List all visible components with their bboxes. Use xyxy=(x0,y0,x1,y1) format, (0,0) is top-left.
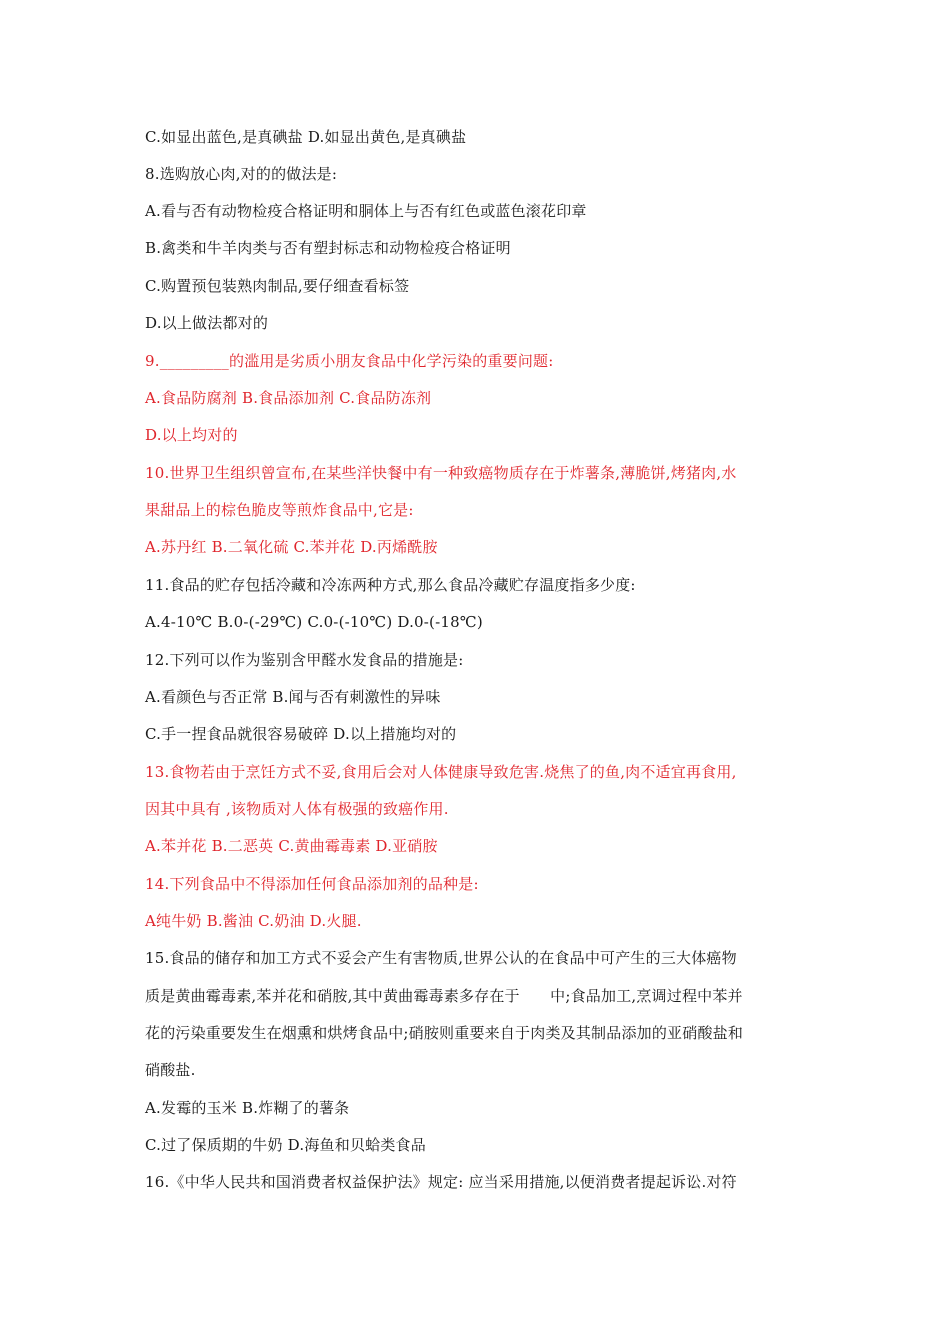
question-14: 14.下列食品中不得添加任何食品添加剂的品种是: xyxy=(145,875,479,893)
question-10: 10.世界卫生组织曾宣布,在某些洋快餐中有一种致癌物质存在于炸薯条,薄脆饼,烤猪肉,水 xyxy=(145,464,737,482)
option-line: A.苏丹红 B.二氧化硫 C.苯并花 D.丙烯酰胺 xyxy=(145,538,438,556)
question-15: 15.食品的储存和加工方式不妥会产生有害物质,世界公认的在食品中可产生的三大体癌物 xyxy=(145,949,737,967)
option-line: A.4-10℃ B.0-(-29℃) C.0-(-10℃) D.0-(-18℃) xyxy=(145,613,483,631)
question-16: 16.《中华人民共和国消费者权益保护法》规定: 应当采用措施,以便消费者提起诉讼.对符 xyxy=(145,1173,737,1191)
question-13: 13.食物若由于烹饪方式不妥,食用后会对人体健康导致危害.烧焦了的鱼,肉不适宜再食用, xyxy=(145,763,737,781)
option-line: B.禽类和牛羊肉类与否有塑封标志和动物检疫合格证明 xyxy=(145,239,511,257)
option-line: A.食品防腐剂 B.食品添加剂 C.食品防冻剂 xyxy=(145,389,432,407)
option-line: D.以上均对的 xyxy=(145,426,238,444)
option-line: A.苯并花 B.二恶英 C.黄曲霉毒素 D.亚硝胺 xyxy=(145,837,438,855)
text-line: 硝酸盐. xyxy=(145,1061,196,1079)
option-line: A纯牛奶 B.酱油 C.奶油 D.火腿. xyxy=(145,912,362,930)
text-line: 因其中具有 ,该物质对人体有极强的致癌作用. xyxy=(145,800,449,818)
text-line: 质是黄曲霉毒素,苯并花和硝胺,其中黄曲霉毒素多存在于 中;食品加工,烹调过程中苯并 xyxy=(145,987,743,1005)
question-11: 11.食品的贮存包括冷藏和冷冻两种方式,那么食品冷藏贮存温度指多少度: xyxy=(145,576,636,594)
option-line: A.看与否有动物检疫合格证明和胴体上与否有红色或蓝色滚花印章 xyxy=(145,202,587,220)
option-line: A.发霉的玉米 B.炸糊了的薯条 xyxy=(145,1099,350,1117)
question-8: 8.选购放心肉,对的的做法是: xyxy=(145,165,338,183)
question-9: 9._________的滥用是劣质小朋友食品中化学污染的重要问题: xyxy=(145,352,554,370)
option-line: C.手一捏食品就很容易破碎 D.以上措施均对的 xyxy=(145,725,457,743)
text-line: C.如显出蓝色,是真碘盐 D.如显出黄色,是真碘盐 xyxy=(145,128,467,146)
option-line: C.购置预包装熟肉制品,要仔细查看标签 xyxy=(145,277,410,295)
text-line: 果甜品上的棕色脆皮等煎炸食品中,它是: xyxy=(145,501,414,519)
option-line: D.以上做法都对的 xyxy=(145,314,269,332)
option-line: C.过了保质期的牛奶 D.海鱼和贝蛤类食品 xyxy=(145,1136,426,1154)
text-line: 花的污染重要发生在烟熏和烘烤食品中;硝胺则重要来自于肉类及其制品添加的亚硝酸盐和 xyxy=(145,1024,744,1042)
option-line: A.看颜色与否正常 B.闻与否有刺激性的异味 xyxy=(145,688,441,706)
question-12: 12.下列可以作为鉴别含甲醛水发食品的措施是: xyxy=(145,651,464,669)
